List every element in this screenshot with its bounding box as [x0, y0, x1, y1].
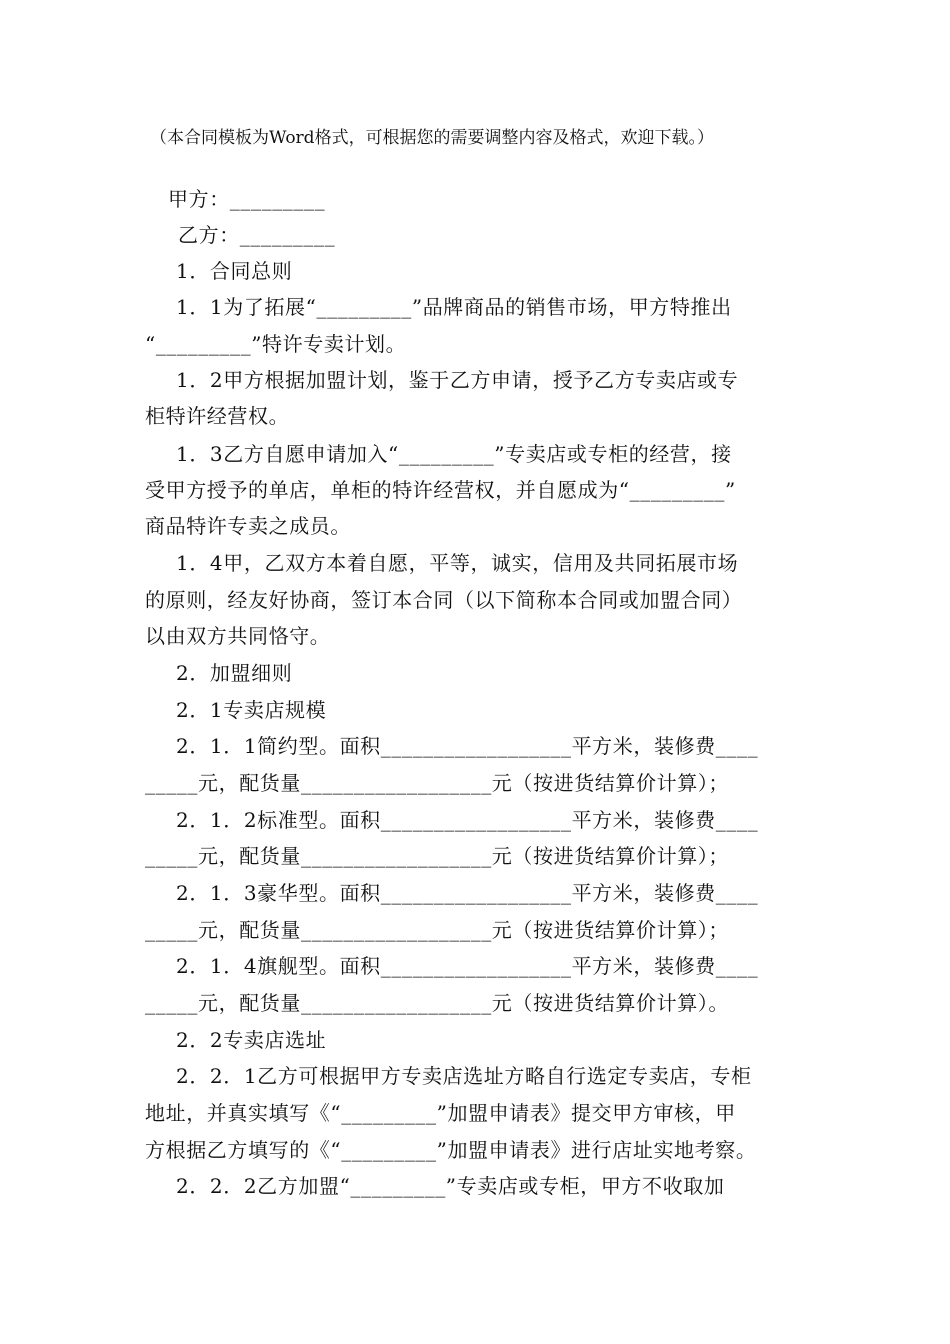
- clause-line: 地址，并真实填写《“_________”加盟申请表》提交甲方审核，甲: [145, 1101, 736, 1125]
- clause-line: 2．1．3豪华型。面积__________________平方米，装修费____: [176, 881, 759, 905]
- clause-line: _____元，配货量__________________元（按进货结算价计算）；: [145, 771, 729, 795]
- party-b-line: 乙方：_________: [178, 223, 336, 247]
- clause-line: 1．4甲，乙双方本着自愿，平等，诚实，信用及共同拓展市场: [176, 551, 739, 575]
- clause-line: 2．1．4旗舰型。面积__________________平方米，装修费____: [176, 954, 759, 978]
- clause-line: 2．1．1简约型。面积__________________平方米，装修费____: [176, 734, 759, 758]
- clause-line: _____元，配货量__________________元（按进货结算价计算）；: [145, 844, 729, 868]
- clause-line: 2．1．2标准型。面积__________________平方米，装修费____: [176, 808, 759, 832]
- clause-line: 以由双方共同恪守。: [145, 624, 331, 648]
- party-a-line: 甲方：_________: [168, 187, 326, 211]
- subsection-heading: 2．2专卖店选址: [176, 1028, 327, 1052]
- clause-line: 1．3乙方自愿申请加入“_________”专卖店或专柜的经营，接: [176, 442, 732, 466]
- clause-line: 1．1为了拓展“_________”品牌商品的销售市场，甲方特推出: [176, 295, 732, 319]
- clause-line: 方根据乙方填写的《“_________”加盟申请表》进行店址实地考察。: [145, 1138, 757, 1162]
- clause-line: 1．2甲方根据加盟计划，鉴于乙方申请，授予乙方专卖店或专: [176, 368, 739, 392]
- clause-line: “_________”特许专卖计划。: [145, 332, 407, 356]
- clause-line: 2．2．2乙方加盟“_________”专卖店或专柜，甲方不收取加: [176, 1174, 725, 1198]
- template-note: （本合同模板为Word格式，可根据您的需要调整内容及格式，欢迎下载。）: [150, 128, 715, 148]
- clause-line: 2．2．1乙方可根据甲方专卖店选址方略自行选定专卖店，专柜: [176, 1064, 752, 1088]
- clause-line: _____元，配货量__________________元（按进货结算价计算）；: [145, 918, 729, 942]
- section-heading: 2．加盟细则: [176, 661, 293, 685]
- clause-line: 商品特许专卖之成员。: [145, 514, 351, 538]
- clause-line: _____元，配货量__________________元（按进货结算价计算）。: [145, 991, 729, 1015]
- clause-line: 的原则，经友好协商，签订本合同（以下简称本合同或加盟合同）: [145, 588, 743, 612]
- section-heading: 1．合同总则: [176, 259, 293, 283]
- clause-line: 柜特许经营权。: [145, 404, 290, 428]
- clause-line: 受甲方授予的单店，单柜的特许经营权，并自愿成为“_________”: [145, 478, 736, 502]
- subsection-heading: 2．1专卖店规模: [176, 698, 327, 722]
